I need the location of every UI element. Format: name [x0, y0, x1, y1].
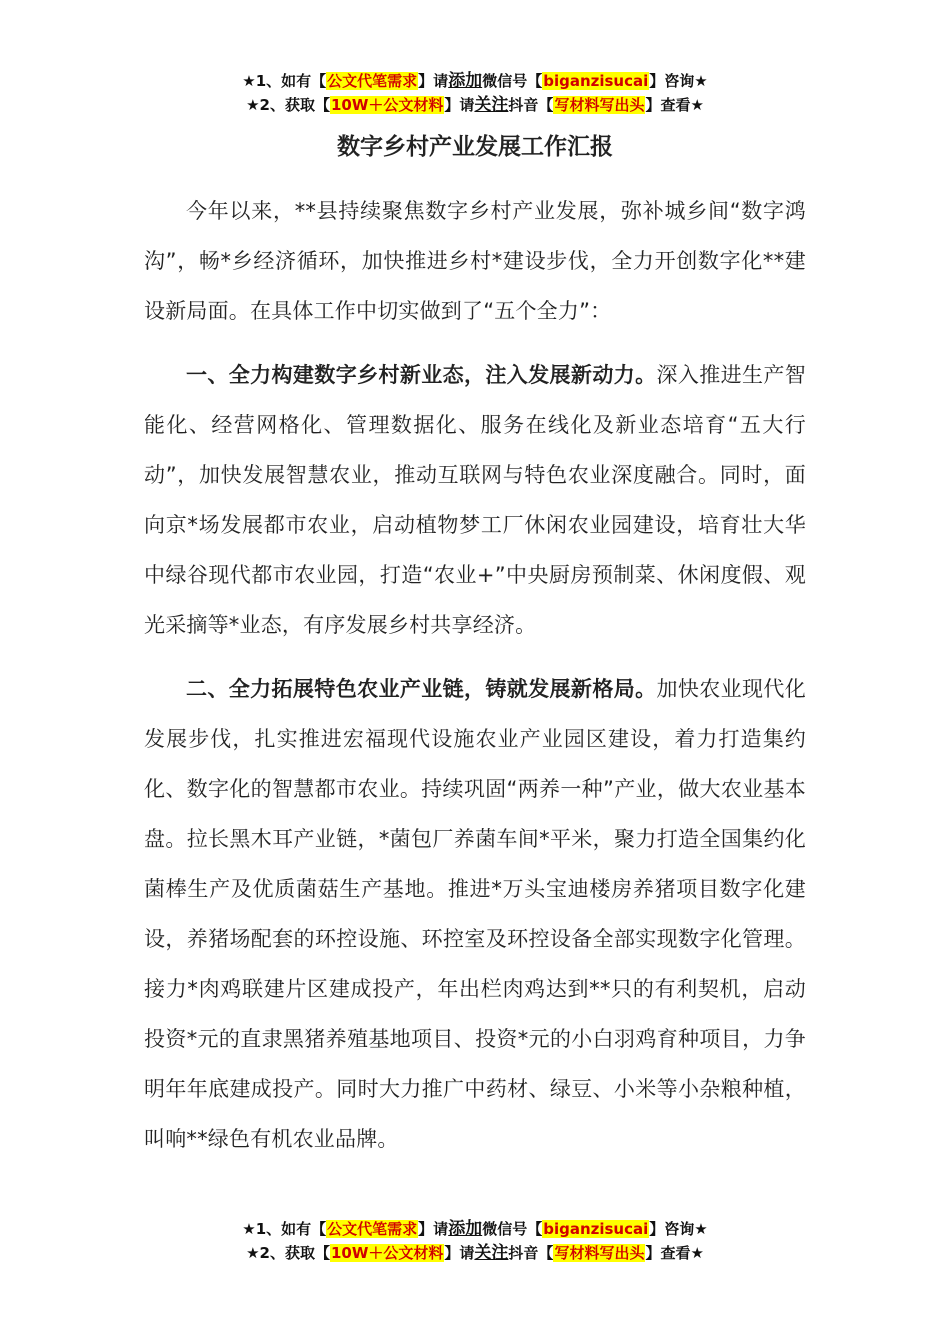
banner-line-1: ★1、如有【公文代笔需求】请添加微信号【biganzisucai】咨询★: [242, 71, 708, 91]
section-1-heading: 一、全力构建数字乡村新业态，注入发展新动力。: [186, 363, 657, 387]
banner-highlight: 写材料写出头: [554, 1244, 645, 1262]
intro-paragraph: 今年以来，**县持续聚焦数字乡村产业发展，弥补城乡间“数字鸿沟”，畅*乡经济循环，加快推进乡村*建设步伐，全力开创数字化**建设新局面。在具体工作中切实做到了“五个全力”：: [144, 199, 806, 323]
header-banner: [0, 69, 950, 117]
banner-line-2: ★2、获取【10W＋公文材料】请关注抖音【写材料写出头】查看★: [246, 1243, 704, 1263]
banner-line-2: ★2、获取【10W＋公文材料】请关注抖音【写材料写出头】查看★: [246, 95, 704, 115]
section-1-paragraph: [144, 350, 806, 650]
banner-highlight: 10W＋公文材料: [330, 1244, 444, 1262]
section-1-body: 深入推进生产智能化、经营网格化、管理数据化、服务在线化及新业态培育“五大行动”，加快发展智慧农业，推动互联网与特色农业深度融合。同时，面向京*场发展都市农业，启动植物梦工厂休闲农业园建设，培育壮大华中绿谷现代都市农业园，打造“农业+”中央厨房预制菜、休闲度假、观光采摘等*业态，有序发展乡村共享经济。: [144, 363, 806, 637]
document-title: 数字乡村产业发展工作汇报: [337, 134, 613, 160]
banner-highlight: biganzisucai: [543, 1220, 649, 1238]
banner-highlight: 10W＋公文材料: [330, 96, 444, 114]
section-2-heading: 二、全力拓展特色农业产业链，铸就发展新格局。: [186, 677, 657, 701]
footer-banner: [0, 1217, 950, 1265]
banner-line-1: ★1、如有【公文代笔需求】请添加微信号【biganzisucai】咨询★: [242, 1219, 708, 1239]
banner-highlight: 公文代笔需求: [327, 1220, 418, 1238]
banner-highlight: 写材料写出头: [554, 96, 645, 114]
section-2-paragraph: [144, 664, 806, 1164]
banner-highlight: 公文代笔需求: [327, 72, 418, 90]
banner-highlight: biganzisucai: [543, 72, 649, 90]
section-2-body: 加快农业现代化发展步伐，扎实推进宏福现代设施农业产业园区建设，着力打造集约化、数字化的智慧都市农业。持续巩固“两养一种”产业，做大农业基本盘。拉长黑木耳产业链，*菌包厂养菌车间*平米，聚力打造全国集约化菌棒生产及优质菌菇生产基地。推进*万头宝迪楼房养猪项目数字化建设，养猪场配套的环控设施、环控室及环控设备全部实现数字化管理。接力*肉鸡联建片区建成投产，年出栏肉鸡达到**只的有利契机，启动投资*元的直隶黑猪养殖基地项目、投资*元的小白羽鸡育种项目，力争明年年底建成投产。同时大力推广中药材、绿豆、小米等小杂粮种植，叫响**绿色有机农业品牌。: [144, 677, 806, 1151]
document-body: [144, 186, 806, 1178]
